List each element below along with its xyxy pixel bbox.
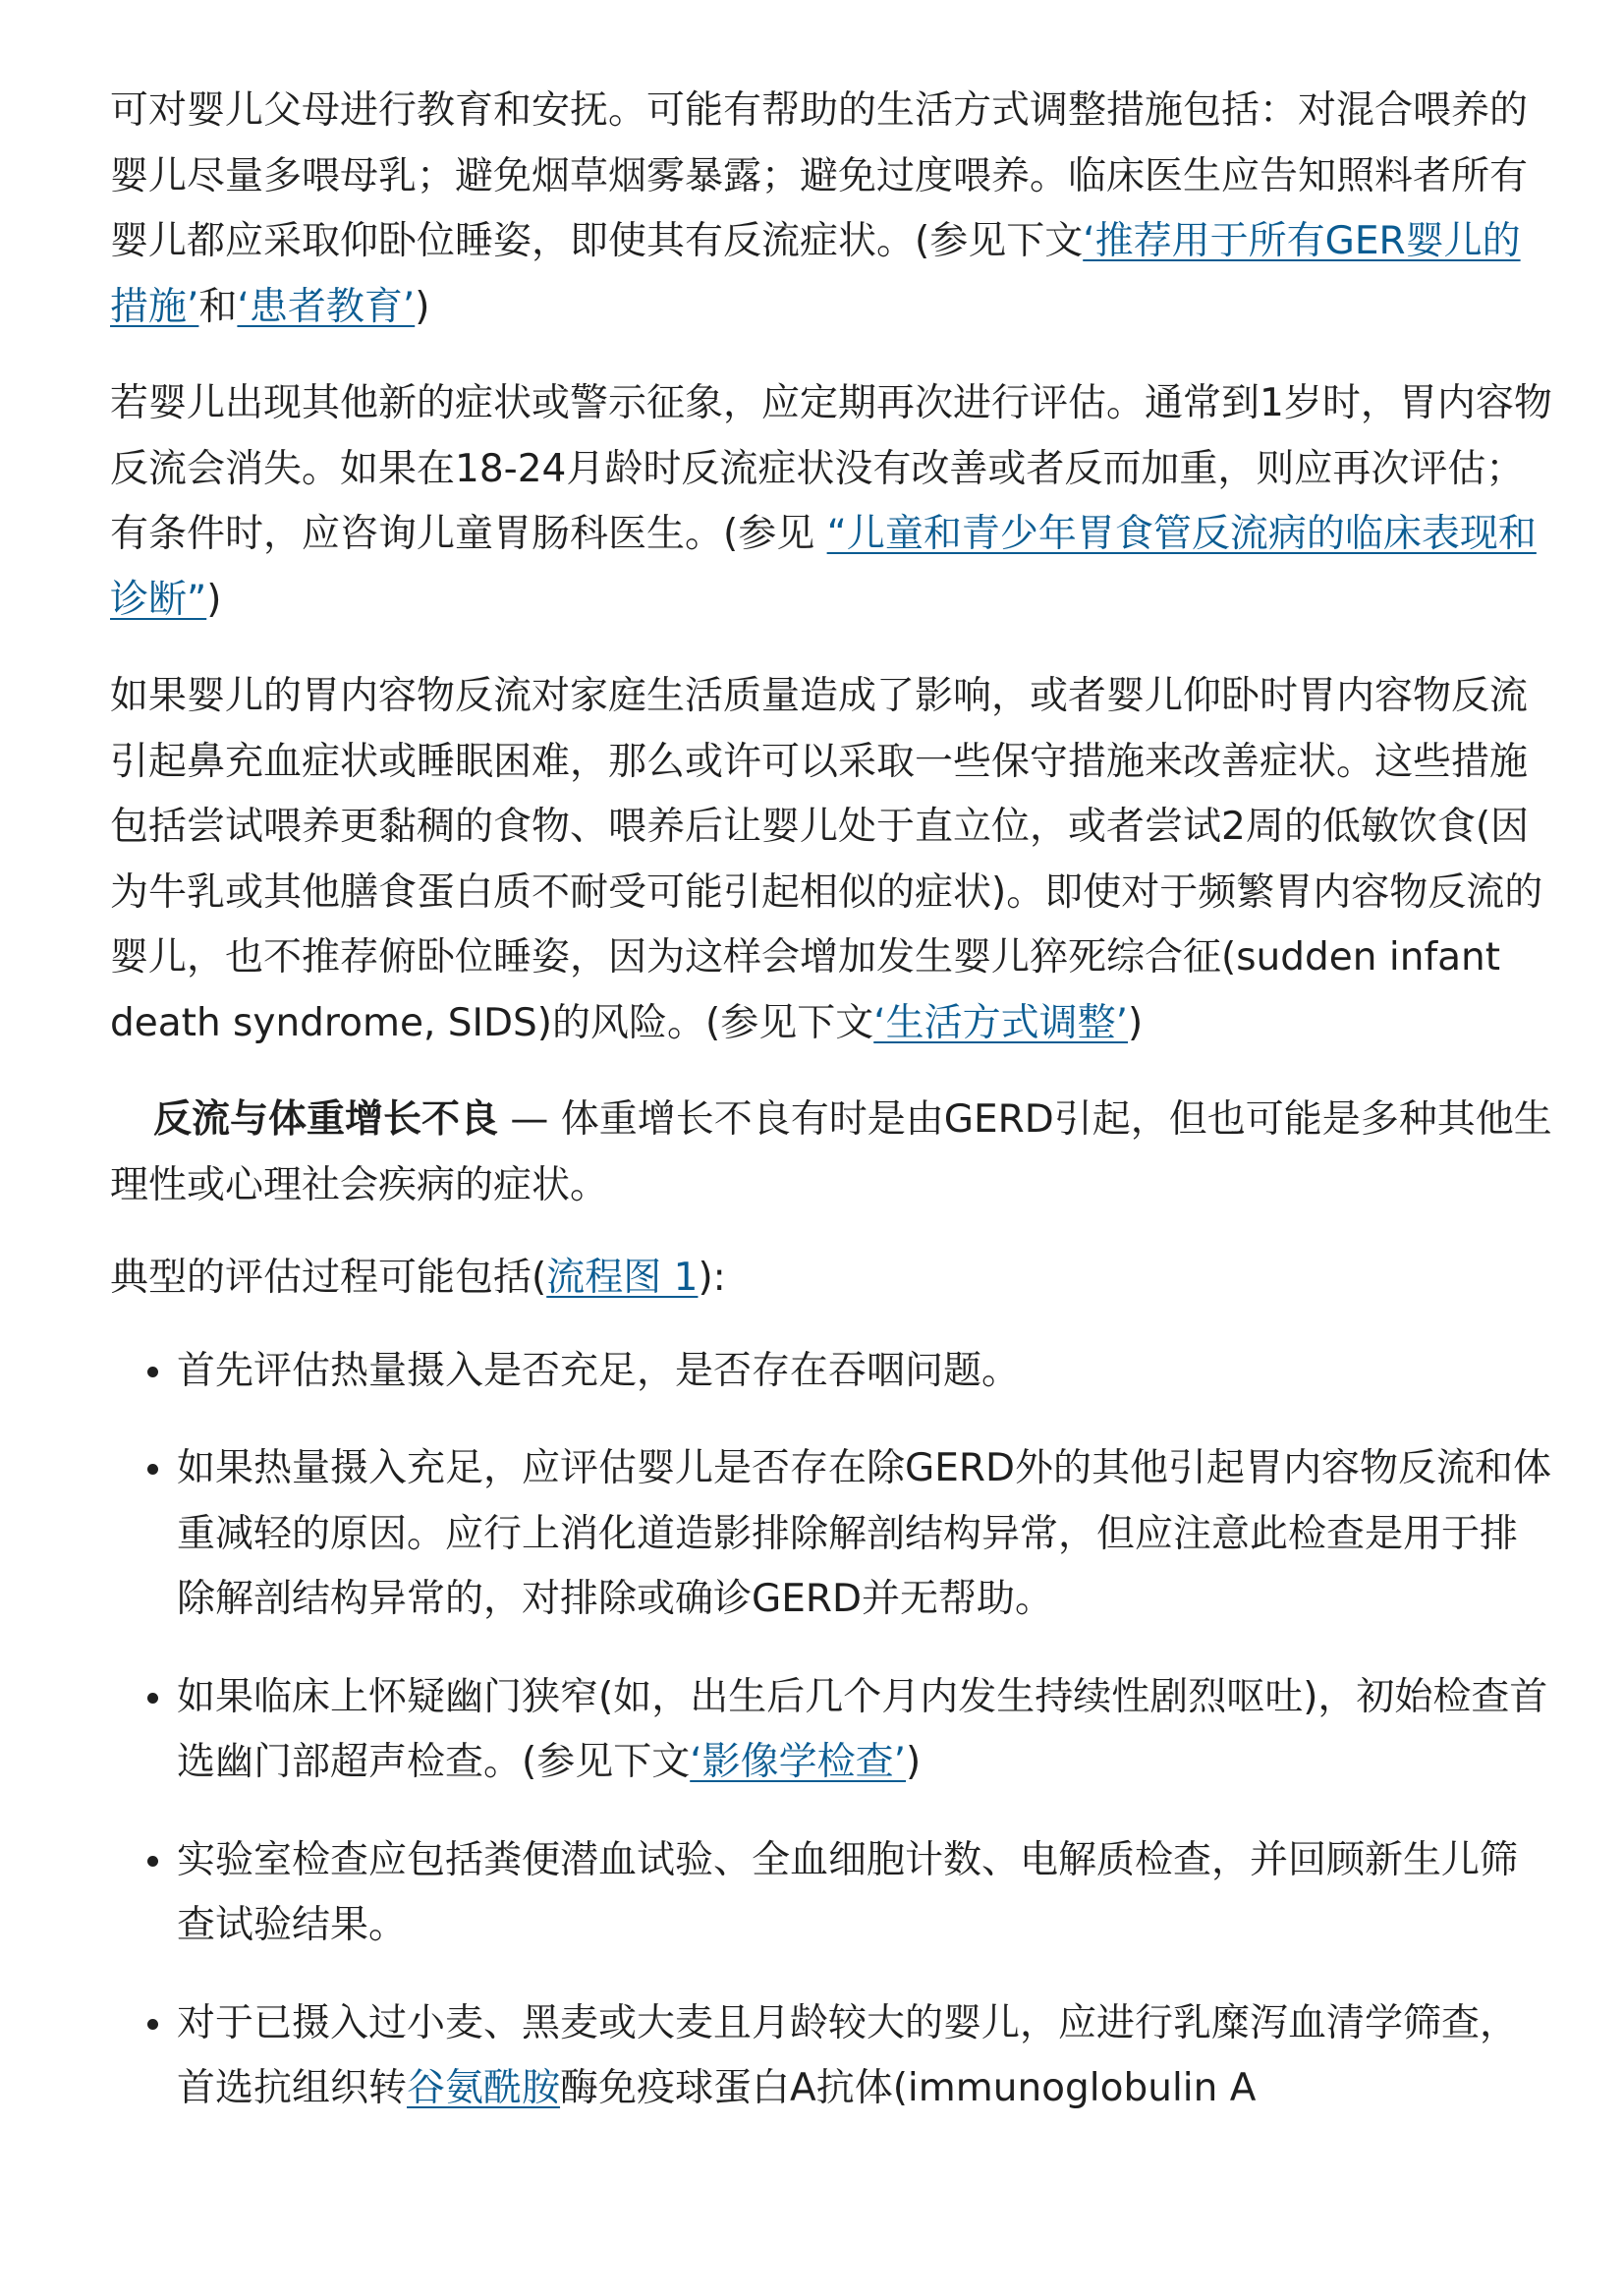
paragraph-evaluation-intro [110,1246,1554,1312]
evaluation-list [110,1339,1554,2122]
paragraph-text: — 体重增长不良有时是由GERD引起，但也可能是多种其他生理性或心理社会疾病的症状。 [110,1097,1552,1207]
bullet-icon [147,2019,158,2030]
link-clinical-manifestations-diagnosis[interactable]: “儿童和青少年胃食管反流病的临床表现和诊断” [110,512,1537,622]
paragraph-text: ): [698,1256,726,1300]
list-item-text: 实验室检查应包括粪便潜血试验、全血细胞计数、电解质检查，并回顾新生儿筛查试验结果。 [177,1837,1519,1947]
list-item [110,1339,1554,1405]
paragraph-text: 和 [198,284,238,329]
link-patient-education[interactable]: ‘患者教育’ [237,284,416,329]
list-item [110,1991,1554,2122]
paragraph-reassessment [110,371,1554,633]
link-algorithm-1[interactable]: 流程图 1 [546,1256,699,1300]
paragraph-conservative-measures [110,664,1554,1056]
paragraph-text: 若婴儿出现其他新的症状或警示征象，应定期再次进行评估。通常到1岁时，胃内容物反流会消失。如果在18-24月龄时反流症状没有改善或者反而加重，则应再次评估；有条件时，应咨询儿童胃肠科医生。(参见 [110,381,1552,556]
paragraph-text: 如果婴儿的胃内容物反流对家庭生活质量造成了影响，或者婴儿仰卧时胃内容物反流引起鼻充血症状或睡眠困难，那么或许可以采取一些保守措施来改善症状。这些措施包括尝试喂养更黏稠的食物、喂养后让婴儿处于直立位，或者尝试2周的低敏饮食(因为牛乳或其他膳食蛋白质不耐受可能引起相似的症状)。即使对于频繁胃内容物反流的婴儿，也不推荐俯卧位睡姿，因为这样会增加发生婴儿猝死综合征(sudden infant death syndrome, SIDS)的风险。(参见下文 [110,674,1543,1045]
list-item-text: 首先评估热量摄入是否充足，是否存在吞咽问题。 [177,1348,1021,1393]
section-heading: 反流与体重增长不良 [153,1097,499,1142]
bullet-icon [147,1693,158,1704]
paragraph-text: ) [206,577,222,622]
list-item [110,1436,1554,1633]
bullet-icon [147,1856,158,1867]
list-item [110,1828,1554,1959]
link-imaging[interactable]: ‘影像学检查’ [690,1740,907,1784]
list-item-text: 酶免疫球蛋白A抗体(immunoglobulin A [560,2066,1257,2110]
list-item-text: 对于已摄入过小麦、黑麦或大麦且月龄较大的婴儿，应进行乳糜泻血清学筛查，首选抗组织转 [177,2000,1519,2110]
bullet-icon [147,1367,158,1377]
paragraph-parent-education [110,79,1554,340]
bullet-icon [147,1464,158,1475]
paragraph-text: 典型的评估过程可能包括( [110,1256,547,1300]
paragraph-text: 可对婴儿父母进行教育和安抚。可能有帮助的生活方式调整措施包括：对混合喂养的婴儿尽量多喂母乳；避免烟草烟雾暴露；避免过度喂养。临床医生应告知照料者所有婴儿都应采取仰卧位睡姿，即使其有反流症状。(参见下文 [110,88,1529,263]
link-glutamine[interactable]: 谷氨酰胺 [407,2066,561,2110]
list-item-text: ) [906,1740,922,1784]
list-item-text: 如果临床上怀疑幽门狭窄(如，出生后几个月内发生持续性剧烈呕吐)，初始检查首选幽门部超声检查。(参见下文 [177,1674,1548,1784]
paragraph-text: ) [1128,1000,1144,1045]
list-item-text: 如果热量摄入充足，应评估婴儿是否存在除GERD外的其他引起胃内容物反流和体重减轻的原因。应行上消化道造影排除解剖结构异常，但应注意此检查是用于排除解剖结构异常的，对排除或确诊GERD并无帮助。 [177,1446,1551,1621]
link-recommended-measures[interactable]: ‘推荐用于所有GER婴儿的措施’ [110,219,1521,329]
paragraph-poor-weight-gain [110,1088,1554,1218]
document-body [110,79,1554,2155]
list-item [110,1665,1554,1796]
link-lifestyle-modification[interactable]: ‘生活方式调整’ [873,1000,1129,1045]
paragraph-text: ) [415,284,430,329]
